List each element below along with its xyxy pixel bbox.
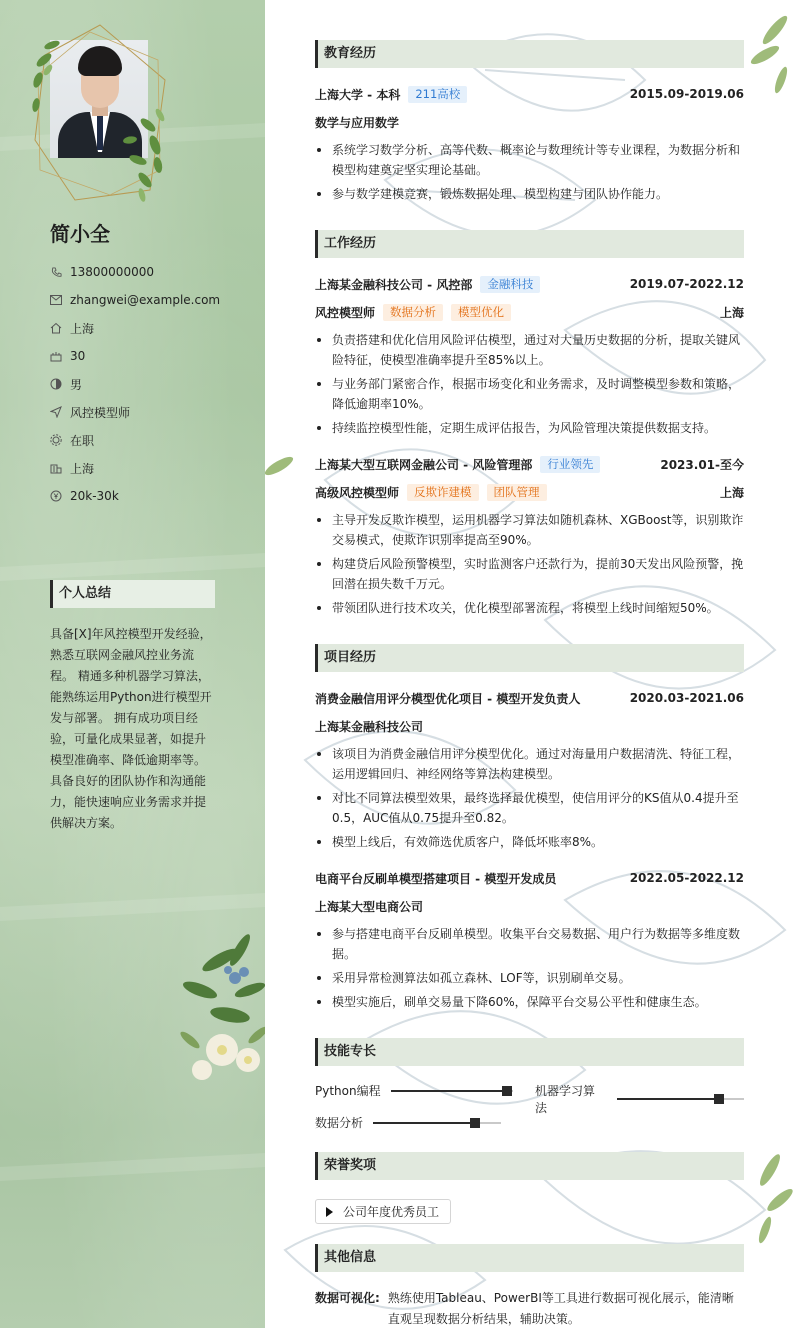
candidate-name: 简小全	[50, 222, 110, 246]
list-item: 模型上线后，有效筛选优质客户，降低坏账率8%。	[315, 832, 744, 852]
project-company: 上海某金融科技公司	[315, 719, 424, 734]
skill-bar	[373, 1122, 501, 1124]
list-item: 参与搭建电商平台反刷单模型。收集平台交易数据、用户行为数据等多维度数据。	[315, 924, 744, 964]
honor-label: 公司年度优秀员工	[343, 1205, 440, 1219]
other-info-value: 熟练使用Tableau、PowerBI等工具进行数据可视化展示，能清晰直观呈现数据分析结果，辅助决策。	[387, 1291, 734, 1326]
avatar-frame	[30, 20, 170, 200]
contact-gender: 男	[50, 370, 250, 398]
phone-icon	[50, 266, 62, 278]
skill-bar-knob	[714, 1094, 724, 1104]
city-icon	[50, 462, 62, 474]
list-item: 采用异常检测算法如孤立森林、LOF等，识别刷单交易。	[315, 968, 744, 988]
contact-phone: 13800000000	[50, 258, 250, 286]
others-title: 其他信息	[315, 1244, 744, 1272]
list-item: 持续监控模型性能，定期生成评估报告，为风险管理决策提供数据支持。	[315, 418, 744, 438]
gender-icon	[50, 378, 62, 390]
flower-decoration	[180, 920, 265, 1090]
list-item: 主导开发反欺诈模型，运用机器学习算法如随机森林、XGBoost等，识别欺诈交易模式，使欺诈识别率提高至90%。	[315, 510, 744, 550]
skill-name: Python编程	[315, 1084, 381, 1098]
skill-item	[315, 1114, 501, 1131]
projects-title: 项目经历	[315, 644, 744, 672]
project-header	[315, 688, 744, 708]
project-bullets	[315, 924, 744, 1016]
skill-bar-knob	[502, 1086, 512, 1096]
summary-title: 个人总结	[50, 580, 215, 608]
school-name: 上海大学 - 本科	[315, 87, 401, 102]
summary-text: 具备[X]年风控模型开发经验，熟悉互联网金融风控业务流程。 精通多种机器学习算法，能熟练运用Python进行模型开发与部署。 拥有成功项目经验，可量化成果显著，如提升模型准确率、降低逾期率等。 具备良好的团队协作和沟通能力，能快速响应业务需求并提供解决方案。	[50, 627, 212, 830]
job-bullets	[315, 510, 744, 622]
project-date: 2022.05-2022.12	[629, 871, 744, 885]
honors-title: 荣誉奖项	[315, 1152, 744, 1180]
education-bullets	[315, 140, 744, 208]
list-item: 带领团队进行技术攻关，优化模型部署流程，将模型上线时间缩短50%。	[315, 598, 744, 618]
list-item: 参与数学建模竞赛，锻炼数据处理、模型构建与团队协作能力。	[315, 184, 744, 204]
list-item: 该项目为消费金融信用评分模型优化。通过对海量用户数据清洗、特征工程，运用逻辑回归、神经网络等算法构建模型。	[315, 744, 744, 784]
company-name: 上海某金融科技公司 - 风控部	[315, 277, 473, 292]
project-date: 2020.03-2021.06	[629, 691, 744, 705]
caret-right-icon	[326, 1207, 333, 1217]
list-item: 与业务部门紧密合作，根据市场变化和业务需求，及时调整模型参数和策略，降低逾期率10%。	[315, 374, 744, 414]
skill-tag: 团队管理	[487, 484, 547, 501]
education-header	[315, 84, 744, 104]
skill-name: 机器学习算法	[535, 1084, 596, 1115]
job-date: 2019.07-2022.12	[629, 277, 744, 291]
education-date: 2015.09-2019.06	[629, 87, 744, 101]
age-icon	[50, 350, 62, 362]
skill-name: 数据分析	[315, 1116, 364, 1130]
mail-icon	[50, 294, 62, 306]
project-name: 消费金融信用评分模型优化项目 - 模型开发负责人	[315, 691, 581, 706]
list-item: 模型实施后，刷单交易量下降60%，保障平台交易公平性和健康生态。	[315, 992, 744, 1012]
job-role: 风控模型师	[315, 305, 376, 320]
skill-bar	[391, 1090, 513, 1092]
skill-bar-knob	[470, 1118, 480, 1128]
education-title: 教育经历	[315, 40, 744, 68]
contact-status: 在职	[50, 426, 250, 454]
status-icon	[50, 434, 62, 446]
background-streak	[0, 1153, 265, 1181]
major: 数学与应用数学	[315, 115, 400, 130]
skill-tag: 数据分析	[383, 304, 443, 321]
contact-age: 30	[50, 342, 250, 370]
job-role-row	[315, 482, 744, 502]
skill-bar	[617, 1098, 744, 1100]
company-tag: 金融科技	[480, 276, 540, 293]
company-name: 上海某大型互联网金融公司 - 风险管理部	[315, 457, 533, 472]
job-role: 高级风控模型师	[315, 485, 400, 500]
skill-tag: 模型优化	[451, 304, 511, 321]
contact-list	[50, 258, 250, 510]
skill-item	[535, 1082, 744, 1116]
contact-location: 上海	[50, 314, 250, 342]
education-major-row	[315, 112, 744, 132]
position-icon	[50, 406, 62, 418]
contact-city: 上海	[50, 454, 250, 482]
project-header	[315, 868, 744, 888]
salary-icon	[50, 490, 62, 502]
list-item: 负责搭建和优化信用风险评估模型，通过对大量历史数据的分析，提取关键风险特征，使模型准确率提升至85%以上。	[315, 330, 744, 370]
job-header	[315, 454, 744, 474]
contact-position: 风控模型师	[50, 398, 250, 426]
contact-salary: 20k-30k	[50, 482, 250, 510]
job-role-row	[315, 302, 744, 322]
job-bullets	[315, 330, 744, 442]
project-name: 电商平台反刷单模型搭建项目 - 模型开发成员	[315, 871, 557, 886]
contact-email: zhangwei@example.com	[50, 286, 250, 314]
background-streak	[0, 553, 265, 581]
main-content	[265, 0, 794, 1328]
job-date: 2023.01-至今	[660, 457, 744, 472]
skills-title: 技能专长	[315, 1038, 744, 1066]
job-city: 上海	[719, 485, 744, 500]
other-info-row	[315, 1288, 744, 1328]
honor-item[interactable]	[315, 1199, 451, 1224]
background-streak	[0, 893, 265, 921]
other-info-key: 数据可视化:	[315, 1291, 380, 1305]
list-item: 构建贷后风险预警模型，实时监测客户还款行为，提前30天发出风险预警，挽回潜在损失数千万元。	[315, 554, 744, 594]
list-item: 对比不同算法模型效果，最终选择最优模型，使信用评分的KS值从0.4提升至0.5，AUC值从0.75提升至0.82。	[315, 788, 744, 828]
list-item: 系统学习数学分析、高等代数、概率论与数理统计等专业课程，为数据分析和模型构建奠定坚实理论基础。	[315, 140, 744, 180]
company-tag: 行业领先	[540, 456, 600, 473]
job-city: 上海	[719, 305, 744, 320]
project-company: 上海某大型电商公司	[315, 899, 424, 914]
home-icon	[50, 322, 62, 334]
project-company-row	[315, 896, 744, 916]
project-bullets	[315, 744, 744, 856]
leaf-frame-decoration	[30, 20, 170, 210]
school-tag: 211高校	[408, 86, 467, 103]
sidebar	[0, 0, 265, 1328]
project-company-row	[315, 716, 744, 736]
skill-item	[315, 1082, 513, 1099]
skill-tag: 反欺诈建模	[407, 484, 479, 501]
job-header	[315, 274, 744, 294]
work-title: 工作经历	[315, 230, 744, 258]
